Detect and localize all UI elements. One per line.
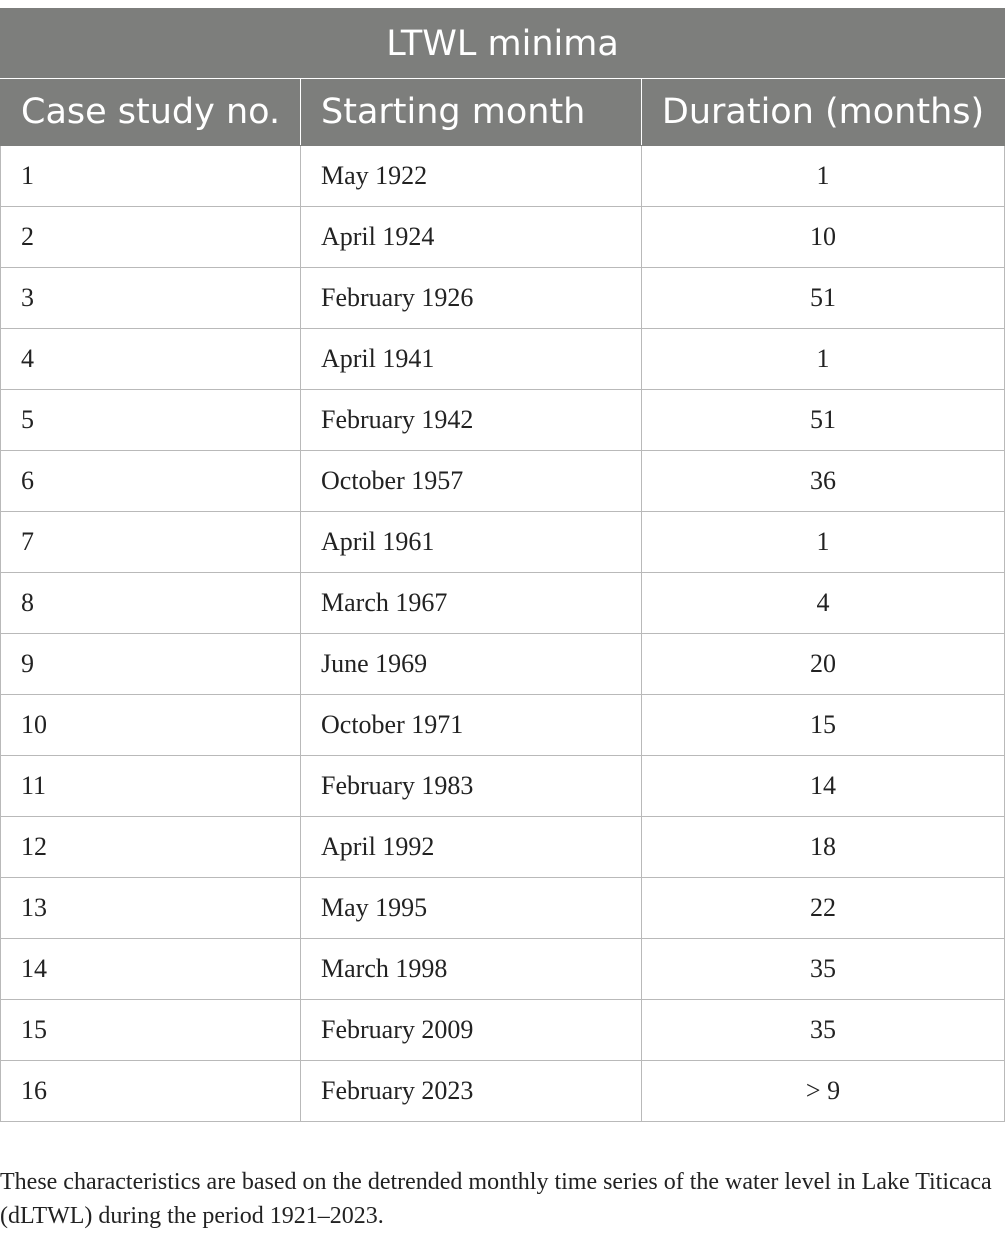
duration-cell: 10 <box>642 207 1005 268</box>
starting-month-cell: June 1969 <box>301 634 642 695</box>
duration-cell: 1 <box>642 329 1005 390</box>
starting-month-cell: February 1983 <box>301 756 642 817</box>
duration-cell: > 9 <box>642 1061 1005 1122</box>
column-header-case: Case study no. <box>1 79 301 146</box>
duration-cell: 4 <box>642 573 1005 634</box>
case-number-cell: 13 <box>1 878 301 939</box>
duration-cell: 35 <box>642 939 1005 1000</box>
duration-cell: 51 <box>642 390 1005 451</box>
starting-month-cell: April 1941 <box>301 329 642 390</box>
table-row <box>1 512 1005 573</box>
case-number-cell: 16 <box>1 1061 301 1122</box>
table-row <box>1 1061 1005 1122</box>
case-number-cell: 1 <box>1 146 301 207</box>
starting-month-cell: April 1992 <box>301 817 642 878</box>
duration-cell: 1 <box>642 512 1005 573</box>
table-row <box>1 1000 1005 1061</box>
caption-row <box>1 9 1005 79</box>
starting-month-cell: February 1926 <box>301 268 642 329</box>
table-body <box>1 146 1005 1122</box>
case-number-cell: 14 <box>1 939 301 1000</box>
case-number-cell: 6 <box>1 451 301 512</box>
table-row <box>1 695 1005 756</box>
starting-month-cell: March 1967 <box>301 573 642 634</box>
case-number-cell: 11 <box>1 756 301 817</box>
table-row <box>1 573 1005 634</box>
ltwl-minima-table <box>0 8 1005 1122</box>
column-header-duration: Duration (months) <box>642 79 1005 146</box>
duration-cell: 20 <box>642 634 1005 695</box>
table-row <box>1 390 1005 451</box>
table-footnote: These characteristics are based on the detrended monthly time series of the water level in Lake Titicaca (dLTWL) during the period 1921–2023. <box>0 1169 992 1229</box>
table-row <box>1 756 1005 817</box>
duration-cell: 51 <box>642 268 1005 329</box>
starting-month-cell: May 1922 <box>301 146 642 207</box>
table-caption: LTWL minima <box>1 9 1005 79</box>
case-number-cell: 7 <box>1 512 301 573</box>
starting-month-cell: October 1957 <box>301 451 642 512</box>
column-header-row <box>1 79 1005 146</box>
duration-cell: 15 <box>642 695 1005 756</box>
duration-cell: 35 <box>642 1000 1005 1061</box>
table-row <box>1 939 1005 1000</box>
case-number-cell: 4 <box>1 329 301 390</box>
case-number-cell: 15 <box>1 1000 301 1061</box>
starting-month-cell: February 2009 <box>301 1000 642 1061</box>
table-header <box>1 9 1005 146</box>
table-row <box>1 207 1005 268</box>
duration-cell: 14 <box>642 756 1005 817</box>
table-row <box>1 329 1005 390</box>
table-row <box>1 268 1005 329</box>
starting-month-cell: October 1971 <box>301 695 642 756</box>
case-number-cell: 3 <box>1 268 301 329</box>
starting-month-cell: April 1961 <box>301 512 642 573</box>
duration-cell: 18 <box>642 817 1005 878</box>
starting-month-cell: February 2023 <box>301 1061 642 1122</box>
starting-month-cell: April 1924 <box>301 207 642 268</box>
table-row <box>1 817 1005 878</box>
starting-month-cell: May 1995 <box>301 878 642 939</box>
case-number-cell: 5 <box>1 390 301 451</box>
duration-cell: 1 <box>642 146 1005 207</box>
case-number-cell: 10 <box>1 695 301 756</box>
case-number-cell: 12 <box>1 817 301 878</box>
duration-cell: 36 <box>642 451 1005 512</box>
starting-month-cell: March 1998 <box>301 939 642 1000</box>
data-table-container <box>0 8 1004 1122</box>
table-row <box>1 451 1005 512</box>
case-number-cell: 2 <box>1 207 301 268</box>
table-row <box>1 878 1005 939</box>
duration-cell: 22 <box>642 878 1005 939</box>
column-header-month: Starting month <box>301 79 642 146</box>
case-number-cell: 9 <box>1 634 301 695</box>
table-row <box>1 634 1005 695</box>
starting-month-cell: February 1942 <box>301 390 642 451</box>
case-number-cell: 8 <box>1 573 301 634</box>
table-row <box>1 146 1005 207</box>
